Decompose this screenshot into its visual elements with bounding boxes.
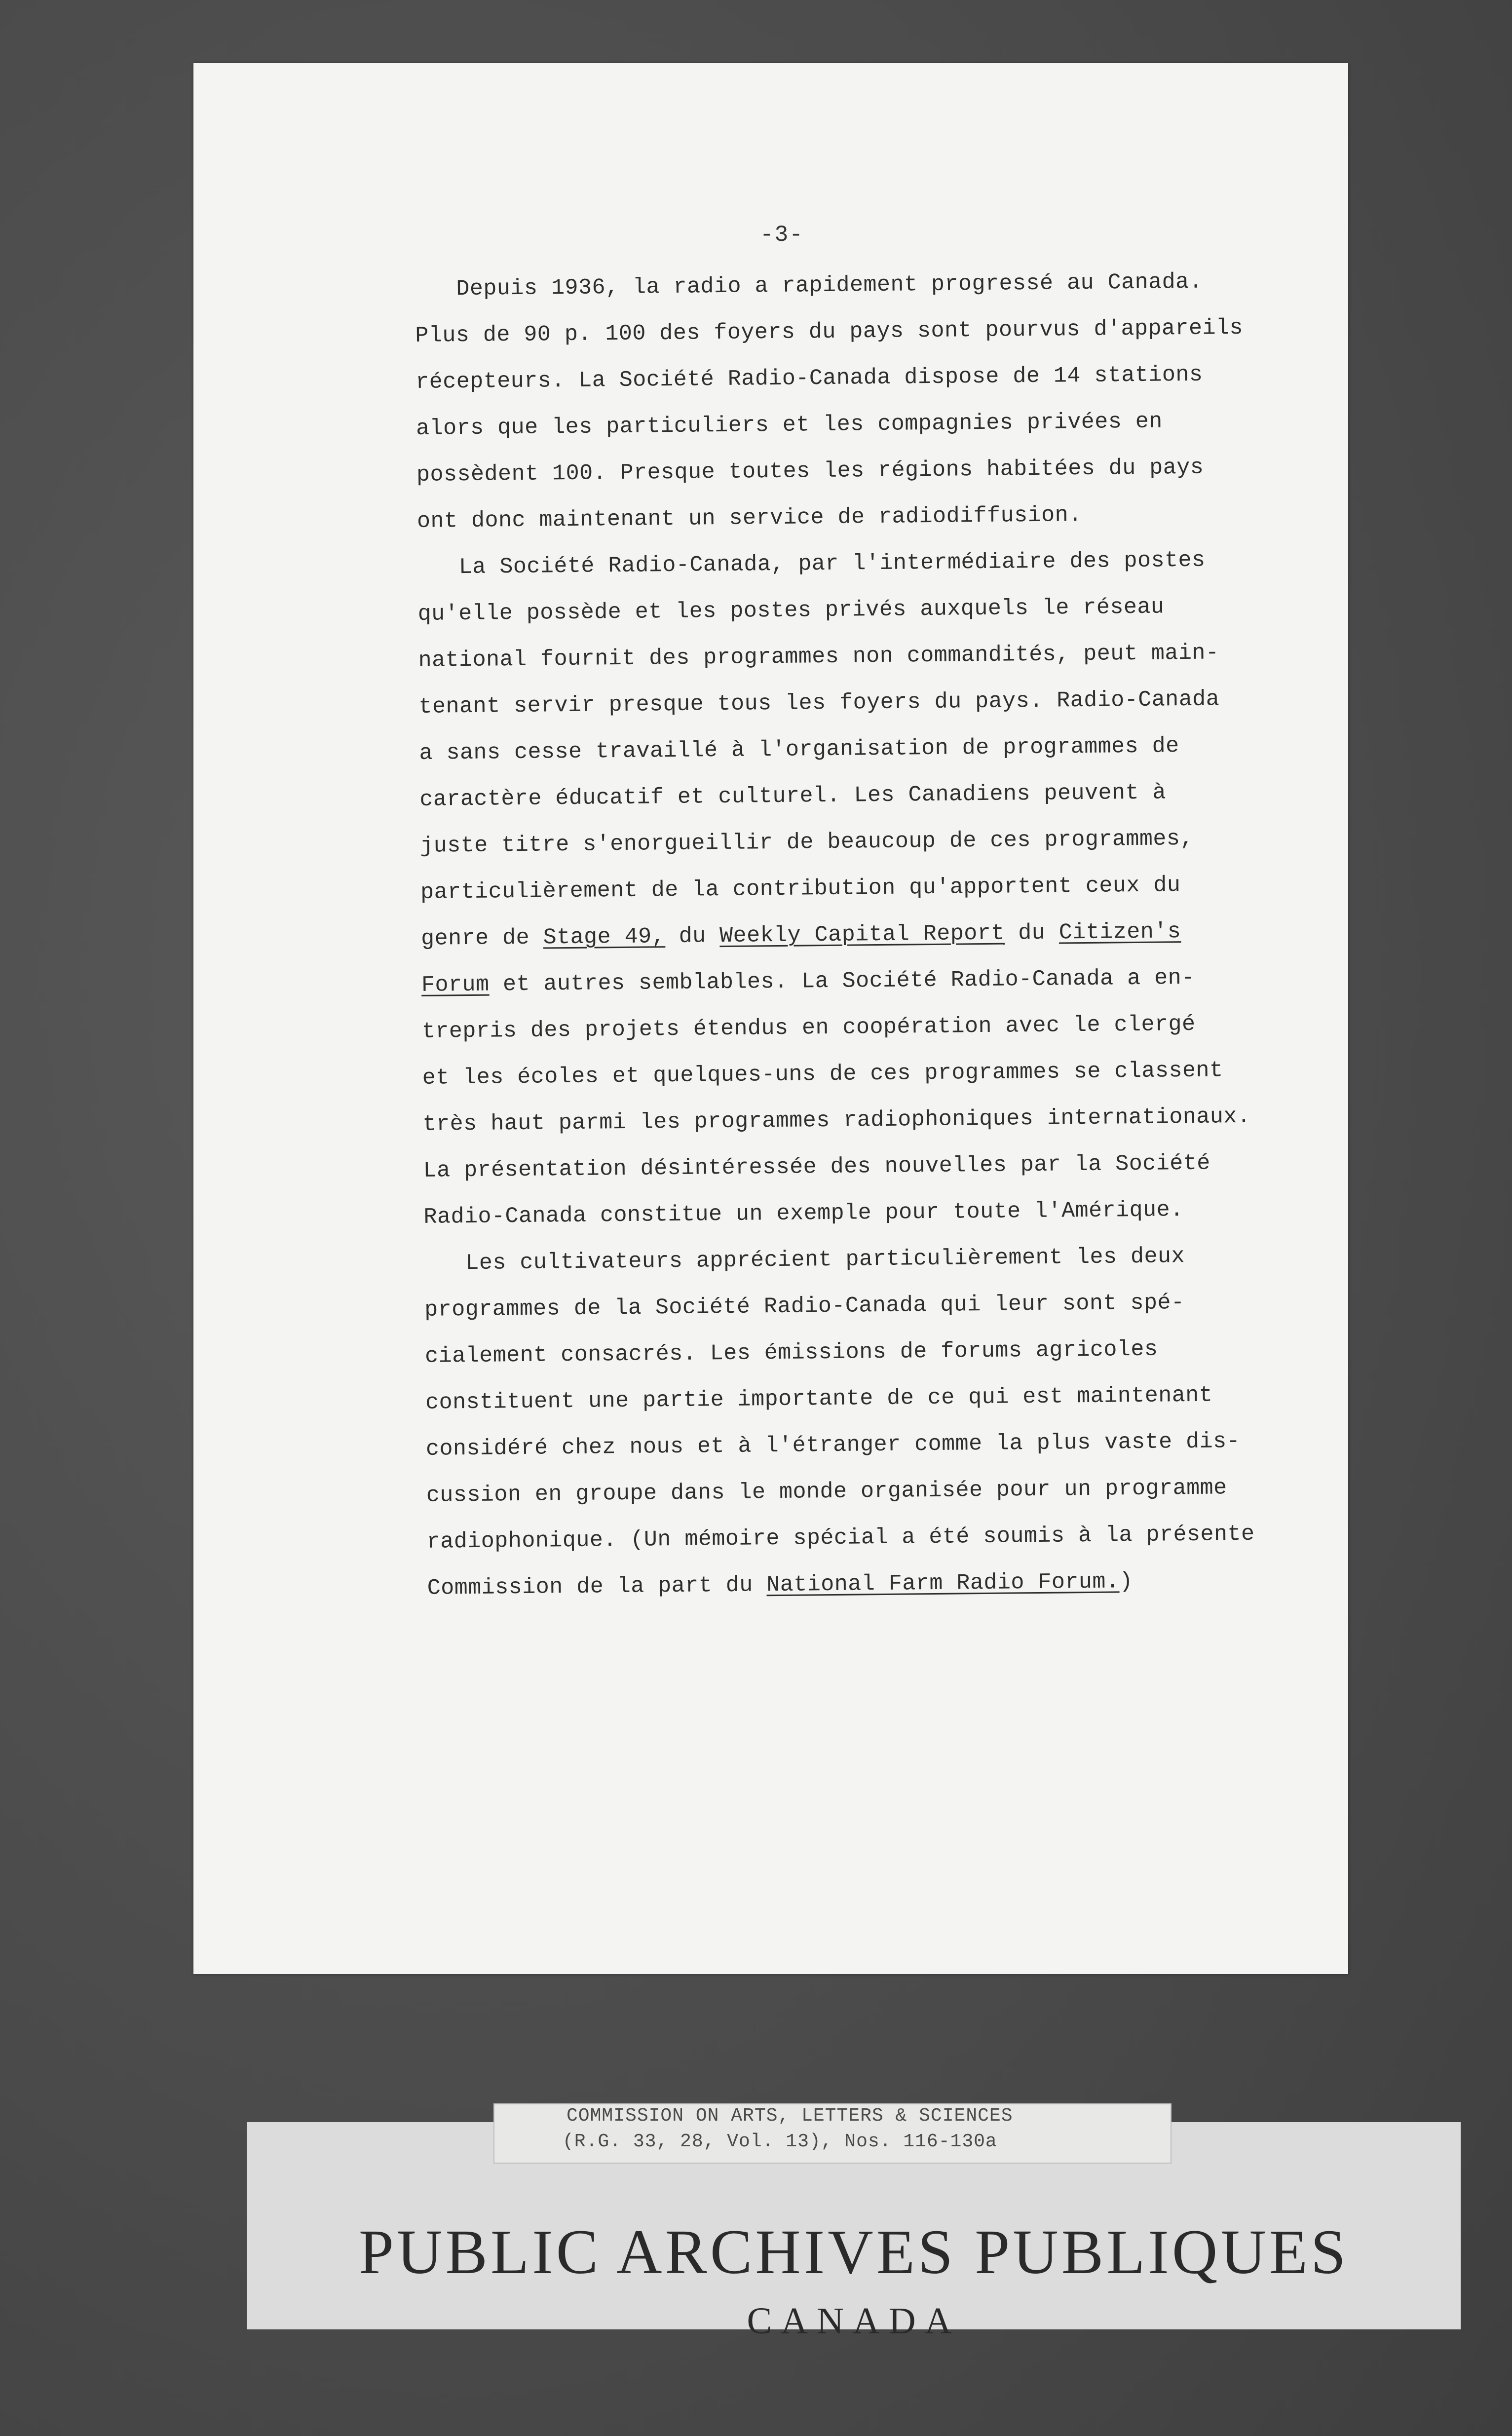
text-line: récepteurs. La Société Radio-Canada dispose de 14 stations xyxy=(416,362,1203,395)
text-line: juste titre s'enorgueillir de beaucoup de ces programmes, xyxy=(420,826,1194,859)
program-title-citizens-forum-cont: Forum xyxy=(421,972,490,998)
paragraph-3 xyxy=(424,1232,1296,1612)
text-line-with-title: Commission de la part du National Farm Radio Forum.) xyxy=(427,1569,1134,1601)
program-title-weekly-capital-report: Weekly Capital Report xyxy=(719,920,1005,949)
program-title-citizens-forum: Citizen's xyxy=(1058,919,1181,946)
text-line: Les cultivateurs apprécient particulièrement les deux xyxy=(465,1244,1185,1276)
text-line: considéré chez nous et à l'étranger comme la plus vaste dis- xyxy=(425,1429,1241,1462)
text-line: très haut parmi les programmes radiophoniques internationaux. xyxy=(422,1104,1251,1137)
text-line: qu'elle possède et les postes privés auxquels le réseau xyxy=(417,594,1165,627)
text-line: programmes de la Société Radio-Canada qui leur sont spé- xyxy=(424,1290,1185,1323)
text-line: cussion en groupe dans le monde organisée pour un programme xyxy=(426,1475,1227,1508)
text-line: Radio-Canada constitue un exemple pour toute l'Amérique. xyxy=(423,1197,1184,1230)
text-line: cialement consacrés. Les émissions de forums agricoles xyxy=(424,1336,1158,1369)
reference-volume: (R.G. 33, 28, Vol. 13), Nos. 116-130a xyxy=(563,2131,997,2152)
text-line: caractère éducatif et culturel. Les Canadiens peuvent à xyxy=(419,780,1167,812)
text-line: possèdent 100. Presque toutes les régions habitées du pays xyxy=(416,455,1204,488)
text-line: Plus de 90 p. 100 des foyers du pays sont pourvus d'appareils xyxy=(415,315,1244,348)
text-line-with-titles: Forum et autres semblables. La Société Radio-Canada a en- xyxy=(421,965,1195,998)
archive-country: CANADA xyxy=(747,2300,961,2342)
paragraph-2 xyxy=(417,536,1292,1241)
text-line: constituent une partie importante de ce qui est maintenant xyxy=(425,1382,1213,1415)
text-line: et les écoles et quelques-uns de ces programmes se classent xyxy=(422,1058,1223,1091)
text-line: Depuis 1936, la radio a rapidement progressé au Canada. xyxy=(456,269,1203,302)
program-title-stage-49: Stage 49, xyxy=(543,924,666,951)
text-line: a sans cesse travaillé à l'organisation de programmes de xyxy=(419,733,1179,766)
text-line-with-titles: genre de Stage 49, du Weekly Capital Report du Citizen's xyxy=(420,919,1181,952)
reference-collection: COMMISSION ON ARTS, LETTERS & SCIENCES xyxy=(567,2105,1013,2127)
archive-institution: PUBLIC ARCHIVES PUBLIQUES xyxy=(358,2217,1349,2287)
text-line: tenant servir presque tous les foyers du pays. Radio-Canada xyxy=(418,686,1220,720)
text-line: national fournit des programmes non commandités, peut main- xyxy=(418,640,1219,673)
document-body xyxy=(415,258,1296,1612)
text-line: La présentation désintéressée des nouvelles par la Société xyxy=(423,1150,1211,1183)
paragraph-1 xyxy=(415,258,1285,545)
text-line: alors que les particuliers et les compagnies privées en xyxy=(416,409,1163,441)
page-number: -3- xyxy=(760,222,804,248)
text-line: trepris des projets étendus en coopération avec le clergé xyxy=(421,1011,1196,1044)
text-line: ont donc maintenant un service de radiodiffusion. xyxy=(416,502,1082,534)
text-line: La Société Radio-Canada, par l'intermédiaire des postes xyxy=(458,547,1206,580)
program-title-national-farm-radio-forum: National Farm Radio Forum. xyxy=(766,1569,1120,1598)
text-line: particulièrement de la contribution qu'apportent ceux du xyxy=(420,873,1181,905)
text-line: radiophonique. (Un mémoire spécial a été soumis à la présente xyxy=(426,1521,1255,1555)
